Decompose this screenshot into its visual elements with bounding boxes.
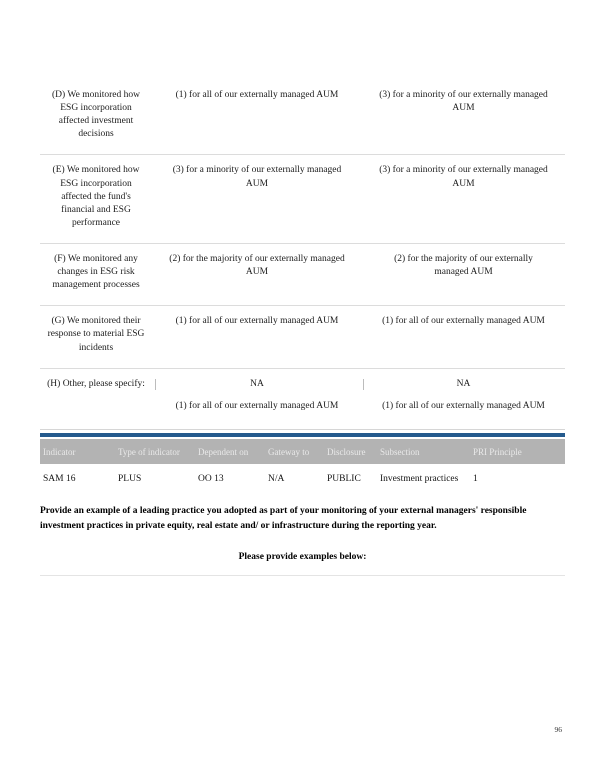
cell-type-of-indicator: PLUS: [118, 473, 142, 484]
response-row-label: (H) Other, please specify:: [47, 378, 145, 389]
other-specify-cell-col2: [362, 378, 565, 413]
text-cursor-bar-icon: [363, 379, 364, 390]
response-value-col2: (3) for a minority of our externally managed AUM: [379, 90, 548, 114]
header-subsection: Subsection: [380, 446, 420, 457]
provide-examples-instruction: Please provide examples below:: [238, 552, 367, 563]
page-content: [40, 80, 565, 576]
response-row-label: (G) We monitored their response to material ESG incidents: [47, 316, 145, 353]
cell-subsection: Investment practices: [380, 473, 459, 484]
response-row-d: [40, 80, 565, 155]
response-row-label: (D) We monitored how ESG incorporation affected investment decisions: [52, 90, 140, 140]
other-specify-value: NA: [456, 378, 471, 389]
indicator-table: [40, 433, 565, 493]
cell-gateway-to: N/A: [268, 473, 285, 484]
text-cursor-bar-icon: [155, 379, 156, 390]
indicator-table-row: [40, 464, 565, 493]
header-pri-principle: PRI Principle: [473, 446, 522, 457]
other-specify-cell-col1: [154, 378, 360, 413]
page-number: 96: [554, 725, 562, 734]
cell-dependent-on: OO 13: [198, 473, 224, 484]
cell-disclosure: PUBLIC: [327, 473, 361, 484]
response-value-col2: (3) for a minority of our externally managed AUM: [379, 165, 548, 189]
header-dependent-on: Dependent on: [198, 446, 249, 457]
response-row-h-other: [40, 369, 565, 430]
other-selected-option: (1) for all of our externally managed AUM: [175, 400, 339, 411]
response-row-g: [40, 306, 565, 368]
response-value-col1: (3) for a minority of our externally managed AUM: [172, 165, 342, 189]
header-gateway-to: Gateway to: [268, 446, 310, 457]
cell-indicator: SAM 16: [43, 473, 76, 484]
response-value-col1: (1) for all of our externally managed AUM: [175, 90, 339, 100]
bottom-divider: [40, 575, 565, 576]
header-disclosure: Disclosure: [327, 446, 366, 457]
response-value-col1: (2) for the majority of our externally managed AUM: [169, 253, 345, 278]
response-value-col1: (1) for all of our externally managed AUM: [175, 316, 339, 327]
response-row-label: (F) We monitored any changes in ESG risk management processes: [52, 253, 140, 291]
other-selected-option: (1) for all of our externally managed AUM: [382, 400, 545, 411]
other-specify-value: NA: [250, 378, 264, 389]
response-row-label: (E) We monitored how ESG incorporation affected the fund's financial and ESG performance: [52, 165, 140, 228]
response-value-col2: (2) for the majority of our externally managed AUM: [394, 253, 533, 278]
question-prompt: Provide an example of a leading practice you adopted as part of your monitoring of your external managers' responsible investment practices in private equity, real estate and/ or infrastructure during the reporting year.: [40, 505, 527, 531]
indicator-table-header: [40, 439, 565, 464]
response-value-col2: (1) for all of our externally managed AUM: [382, 316, 545, 327]
indicator-table-accent-bar: [40, 433, 565, 437]
cell-pri-principle: 1: [473, 473, 478, 484]
response-row-f: [40, 244, 565, 306]
header-type-of-indicator: Type of indicator: [118, 446, 180, 457]
header-indicator: Indicator: [43, 446, 76, 457]
response-row-e: [40, 155, 565, 244]
